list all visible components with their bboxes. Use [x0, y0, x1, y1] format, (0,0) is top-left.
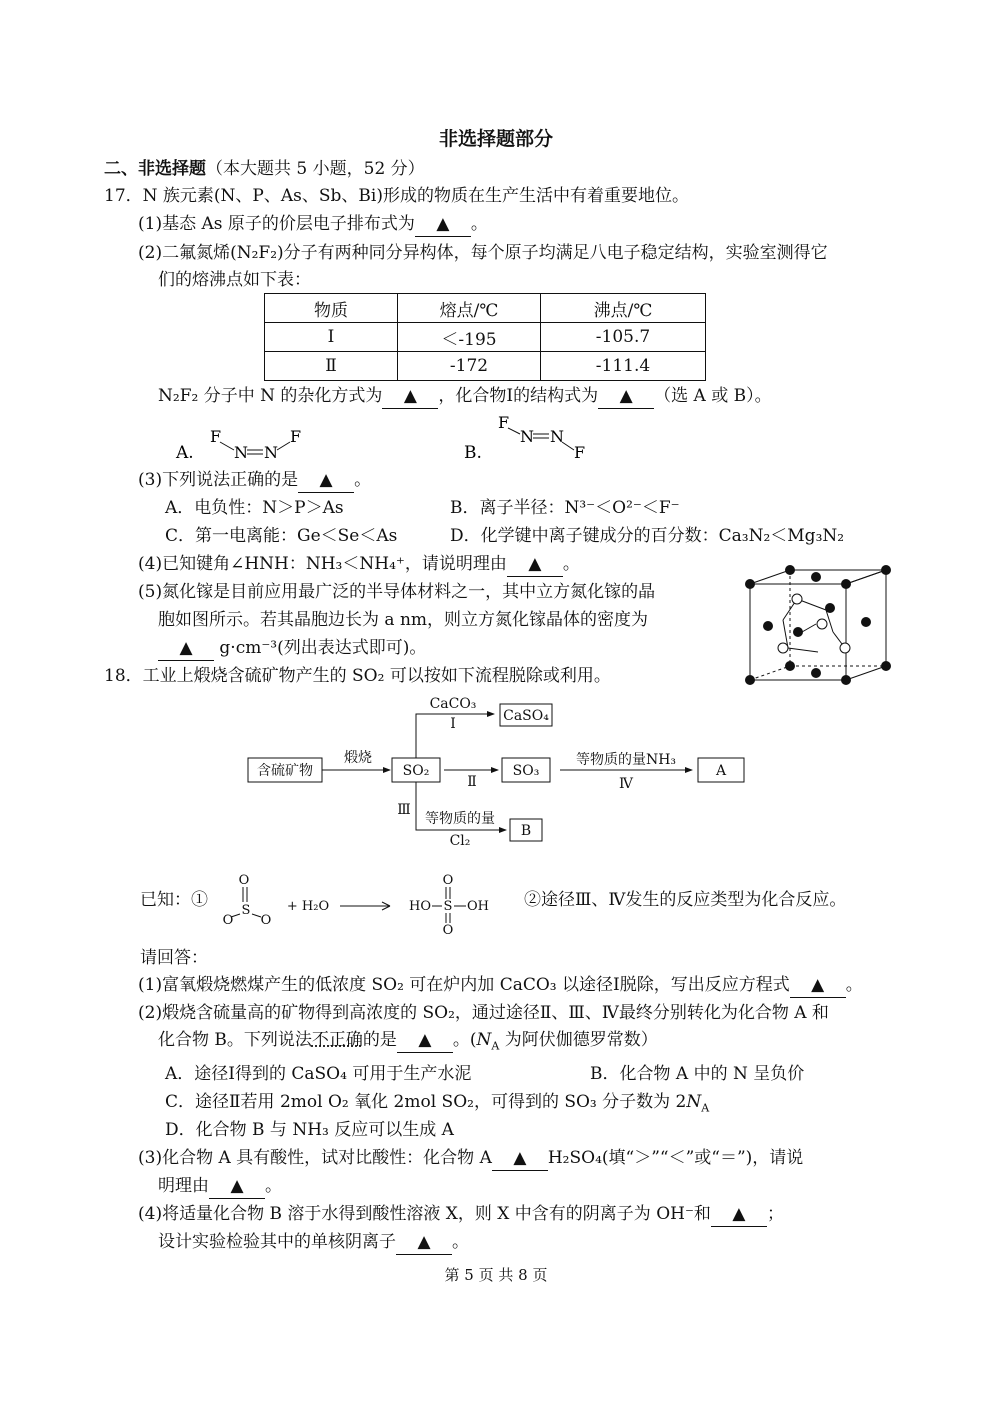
atom-ga [825, 603, 835, 613]
q18-part3-text: (3)化合物 A 具有酸性，试对比酸性：化合物 A [138, 1148, 492, 1168]
answer-blank[interactable]: ▲ [298, 468, 354, 493]
melting-boiling-table [264, 293, 706, 381]
answer-blank[interactable]: ▲ [507, 552, 563, 577]
plus-water: + H₂O [286, 899, 330, 914]
cell-edge [846, 666, 886, 680]
cell-edge [846, 570, 886, 584]
atom-ga [785, 565, 795, 575]
q18-part1 [138, 973, 863, 998]
table-cell: Ⅰ [265, 323, 398, 352]
fluorine-atom: F [290, 427, 302, 446]
q17-part3 [138, 468, 371, 493]
structure-b-label: B. [464, 443, 482, 463]
avogadro-symbol: N [476, 1030, 492, 1050]
q18-part2-text-d: 为阿伏伽德罗常数） [499, 1030, 658, 1050]
option-c-text: C．途径Ⅱ若用 2mol O₂ 氧化 2mol SO₂，可得到的 SO₃ 分子数为 2 [165, 1092, 687, 1112]
sulfur-atom: S [443, 899, 453, 914]
atom-ga [881, 661, 891, 671]
table-header: 物质 [265, 294, 398, 323]
flow-route-4: Ⅳ [619, 776, 633, 792]
fluorine-atom: F [498, 413, 510, 432]
option-c[interactable]: C．第一电离能：Ge＜Se＜As [165, 526, 398, 546]
q17-part5-line2: 胞如图所示。若其晶胞边长为 a nm，则立方氮化镓晶体的密度为 [158, 610, 649, 630]
hydroxyl-group: HO [409, 899, 431, 914]
q17-part5-unit: g·cm⁻³(列出表达式即可)。 [214, 638, 427, 658]
q17-part4-text: (4)已知键角∠HNH：NH₃＜NH₄⁺，请说明理由 [138, 554, 507, 574]
flow-cl2-label: Cl₂ [449, 833, 471, 849]
bond-line [788, 648, 818, 652]
section-heading [104, 157, 425, 181]
sulfur-atom: S [241, 903, 251, 918]
q17-part3-text: (3)下列说法正确的是 [138, 470, 299, 490]
known-item-2: ②途径Ⅲ、Ⅳ发生的反应类型为化合反应。 [524, 890, 847, 910]
answer-blank[interactable]: ▲ [598, 384, 654, 409]
q18-part1-text: (1)富氧煅烧燃煤产生的低浓度 SO₂ 可在炉内加 CaCO₃ 以途径Ⅰ脱除，写出反应方程式 [138, 975, 790, 995]
answer-blank[interactable]: ▲ [415, 212, 471, 237]
q18-part4-end: 。 [452, 1232, 469, 1252]
answer-blank[interactable]: ▲ [209, 1174, 265, 1199]
q17-part2-q-a: N₂F₂ 分子中 N 的杂化方式为 [158, 386, 383, 406]
table-row [265, 323, 706, 352]
q17-part2-question [158, 384, 772, 409]
q17-part1-text: (1)基态 As 原子的价层电子排布式为 [138, 214, 415, 234]
q17-part5-line3 [158, 636, 426, 661]
bond-line [826, 610, 833, 632]
option-d[interactable]: D．化合物 B 与 NH₃ 反应可以生成 A [165, 1120, 454, 1140]
q18-part2-text: 化合物 B。下列说法 [158, 1030, 312, 1050]
q17-part4 [138, 552, 580, 577]
structure-b [460, 410, 640, 466]
q18-part4-line2 [158, 1230, 469, 1255]
gan-unit-cell [738, 562, 898, 684]
atom-ga [841, 579, 851, 589]
structure-a-label: A. [176, 443, 194, 463]
avogadro-symbol: N [686, 1092, 702, 1112]
bond-line [252, 914, 261, 917]
q18-part4 [138, 1202, 784, 1227]
option-c[interactable] [165, 1090, 709, 1120]
atom-n [840, 643, 850, 653]
option-b[interactable]: B．离子半径：N³⁻＜O²⁻＜F⁻ [450, 498, 680, 518]
atom-ga [745, 579, 755, 589]
oxygen-atom: O [222, 913, 234, 928]
atom-ga [793, 627, 803, 637]
flow-calcine-label: 煅烧 [344, 750, 372, 766]
answer-blank[interactable]: ▲ [790, 973, 846, 998]
nitrogen-atom: N [520, 427, 534, 446]
emphasis-not-correct: 不正确 [311, 1030, 363, 1050]
section-heading-label: 二、非选择题 [104, 159, 206, 179]
q17-part1 [138, 212, 488, 237]
fluorine-atom: F [574, 443, 586, 462]
q17-part2-q-c: （选 A 或 B）。 [654, 386, 772, 406]
flow-b-label: B [520, 823, 532, 839]
q18-part1-end: 。 [845, 975, 863, 995]
atom-ga [861, 617, 871, 627]
q18-part4-text: (4)将适量化合物 B 溶于水得到酸性溶液 X，则 X 中含有的阴离子为 OH⁻和 [138, 1204, 711, 1224]
q18-part2-line2 [158, 1028, 658, 1058]
oxygen-atom: O [442, 923, 454, 938]
q18-part2-text-b: 的是 [362, 1030, 397, 1050]
nitrogen-atom: N [264, 443, 278, 462]
table-cell: -105.7 [541, 323, 706, 352]
flow-route-2: Ⅱ [467, 774, 477, 790]
page-footer: 第 5 页 共 8 页 [444, 1266, 548, 1284]
option-a[interactable]: A．电负性：N＞P＞As [165, 498, 344, 518]
oxygen-atom: O [238, 873, 250, 888]
q17-part2-q-b: ，化合物Ⅰ的结构式为 [438, 386, 599, 406]
q17-stem: 17．N 族元素(N、P、As、Sb、Bi)形成的物质在生产生活中有着重要地位。 [104, 186, 689, 206]
structure-a [170, 420, 350, 470]
atom-n [817, 619, 827, 629]
q18-part2-line1: (2)煅烧含硫量高的矿物得到高浓度的 SO₂，通过途径Ⅱ、Ⅲ、Ⅳ最终分别转化为化合物 A 和 [138, 1003, 829, 1023]
bond-line [220, 442, 234, 450]
cell-edge [750, 666, 790, 680]
atom-ga [841, 675, 851, 685]
q17-part4-end: 。 [562, 554, 580, 574]
table-cell: Ⅱ [265, 352, 398, 381]
atom-ga [811, 668, 821, 678]
answer-blank[interactable]: ▲ [492, 1146, 548, 1171]
ask-prompt: 请回答： [140, 948, 208, 968]
hydroxyl-group: OH [467, 899, 489, 914]
q18-part4-text-b: ； [766, 1204, 784, 1224]
bond-line [508, 428, 520, 434]
table-header-row [265, 294, 706, 323]
answer-blank[interactable]: ▲ [396, 1230, 452, 1255]
atom-ga [763, 621, 773, 631]
bond-line [802, 624, 816, 632]
oxygen-atom: O [260, 913, 272, 928]
table-header: 熔点/℃ [398, 294, 541, 323]
q17-part1-end: 。 [470, 214, 488, 234]
q18-part3-end: 。 [265, 1176, 282, 1196]
q18-part4-text-c: 设计实验检验其中的单核阴离子 [158, 1232, 396, 1252]
q17-part2-line2: 们的熔沸点如下表： [158, 270, 311, 290]
flow-so3-label: SO₃ [512, 763, 540, 779]
table-row [265, 352, 706, 381]
option-d[interactable]: D．化学键中离子键成分的百分数：Ca₃N₂＜Mg₃N₂ [450, 526, 845, 546]
q17-part5-line1: (5)氮化镓是目前应用最广泛的半导体材料之一，其中立方氮化镓的晶 [138, 582, 656, 602]
nitrogen-atom: N [550, 427, 564, 446]
q17-part2-line1: (2)二氟氮烯(N₂F₂)分子有两种同分异构体，每个原子均满足八电子稳定结构，实验室测得它 [138, 243, 828, 263]
so3-hydration-equation [216, 870, 506, 936]
table-header: 沸点/℃ [541, 294, 706, 323]
q17-part3-end: 。 [354, 470, 372, 490]
flow-start-label: 含硫矿物 [257, 763, 313, 779]
answer-blank[interactable]: ▲ [382, 384, 438, 409]
atom-n [778, 643, 788, 653]
known-label: 已知：① [140, 890, 208, 910]
avogadro-subscript: A [701, 1101, 710, 1115]
atom-ga [811, 572, 821, 582]
flow-so2-label: SO₂ [402, 763, 430, 779]
atom-n [792, 594, 802, 604]
option-b[interactable]: B．化合物 A 中的 N 呈负价 [590, 1064, 805, 1084]
table-cell: ＜-195 [398, 323, 541, 352]
answer-blank[interactable]: ▲ [158, 636, 214, 661]
q18-part2-text-c: 。( [452, 1030, 477, 1050]
q18-part3-text-b: H₂SO₄(填“＞”“＜”或“＝”)，请说 [547, 1148, 804, 1168]
atom-ga [785, 661, 795, 671]
bond-line [277, 442, 290, 450]
bond-line [562, 442, 574, 450]
answer-blank[interactable]: ▲ [711, 1202, 767, 1227]
option-a[interactable]: A．途径Ⅰ得到的 CaSO₄ 可用于生产水泥 [165, 1064, 472, 1084]
table-cell: -111.4 [541, 352, 706, 381]
fluorine-atom: F [210, 427, 222, 446]
table-cell: -172 [398, 352, 541, 381]
section-note: （本大题共 5 小题，52 分） [206, 159, 425, 179]
page-title: 非选择题部分 [438, 128, 553, 150]
q18-part3-line2 [158, 1174, 282, 1199]
q18-stem: 18．工业上煅烧含硫矿物产生的 SO₂ 可以按如下流程脱除或利用。 [104, 666, 611, 686]
flow-route-1: Ⅰ [450, 716, 456, 732]
flow-caso4-label: CaSO₄ [503, 708, 549, 724]
flow-equal-amount-label: 等物质的量 [425, 811, 495, 827]
flow-route-3: Ⅲ [397, 802, 411, 818]
q18-part3-text-c: 明理由 [158, 1176, 209, 1196]
atom-ga [881, 565, 891, 575]
nitrogen-atom: N [234, 443, 248, 462]
flow-caco3-label: CaCO₃ [429, 696, 477, 712]
answer-blank[interactable]: ▲ [397, 1028, 453, 1053]
flow-nh3-label: 等物质的量NH₃ [575, 752, 677, 768]
atom-ga [745, 675, 755, 685]
avogadro-subscript: A [491, 1039, 500, 1053]
q18-part3 [138, 1146, 803, 1171]
flow-a-label: A [715, 763, 727, 779]
oxygen-atom: O [442, 873, 454, 888]
sulfur-flow-diagram [240, 690, 760, 850]
